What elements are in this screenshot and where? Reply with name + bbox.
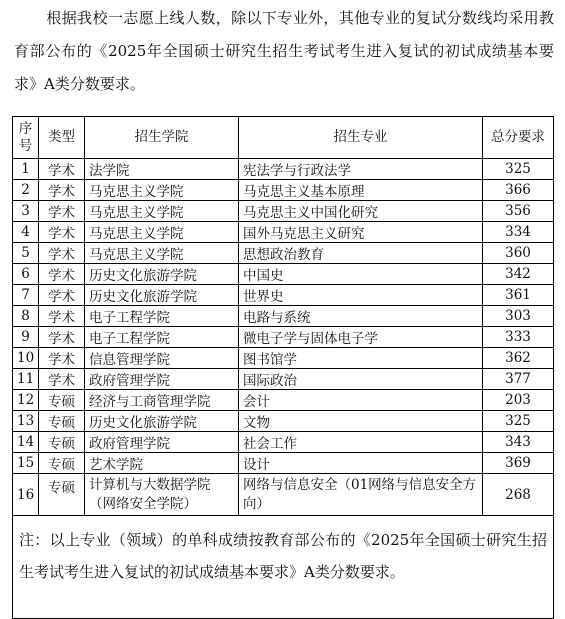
row-major: 思想政治教育 <box>239 243 483 264</box>
table-note: 注：以上专业（领域）的单科成绩按教育部公布的《2025年全国硕士研究生招生考试考生进入复试的初试成绩基本要求》A类分数要求。 <box>13 516 554 619</box>
row-type: 学术 <box>39 159 85 180</box>
header-num: 序号 <box>13 117 39 159</box>
row-type: 学术 <box>39 201 85 222</box>
table-row <box>13 222 554 243</box>
table-row <box>13 348 554 369</box>
row-major: 马克思主义中国化研究 <box>239 201 483 222</box>
row-score: 203 <box>483 390 554 411</box>
header-major: 招生专业 <box>239 117 483 159</box>
row-num: 4 <box>13 222 39 243</box>
row-num: 6 <box>13 264 39 285</box>
row-score: 369 <box>483 453 554 474</box>
row-college: 马克思主义学院 <box>85 222 239 243</box>
row-college: 信息管理学院 <box>85 348 239 369</box>
header-score: 总分要求 <box>483 117 554 159</box>
row-college: 历史文化旅游学院 <box>85 264 239 285</box>
row-num: 1 <box>13 159 39 180</box>
row-num: 5 <box>13 243 39 264</box>
row-major: 文物 <box>239 411 483 432</box>
table-row <box>13 411 554 432</box>
row-num: 11 <box>13 369 39 390</box>
row-num: 2 <box>13 180 39 201</box>
row-num: 12 <box>13 390 39 411</box>
row-major: 设计 <box>239 453 483 474</box>
row-college: 政府管理学院 <box>85 369 239 390</box>
row-score: 325 <box>483 159 554 180</box>
row-major: 中国史 <box>239 264 483 285</box>
row-college: 马克思主义学院 <box>85 243 239 264</box>
row-college: 马克思主义学院 <box>85 180 239 201</box>
table-row <box>13 243 554 264</box>
intro-paragraph <box>14 2 554 101</box>
table-header-row <box>13 117 554 159</box>
row-major: 会计 <box>239 390 483 411</box>
row-score: 361 <box>483 285 554 306</box>
row-major: 宪法学与行政法学 <box>239 159 483 180</box>
row-college: 经济与工商管理学院 <box>85 390 239 411</box>
row-type: 专硕 <box>39 453 85 474</box>
row-college: 电子工程学院 <box>85 306 239 327</box>
table-row <box>13 201 554 222</box>
row-score: 343 <box>483 432 554 453</box>
row-college: 艺术学院 <box>85 453 239 474</box>
row-num: 15 <box>13 453 39 474</box>
row-type: 学术 <box>39 369 85 390</box>
row-num: 9 <box>13 327 39 348</box>
row-type: 学术 <box>39 180 85 201</box>
row-num: 14 <box>13 432 39 453</box>
row-major: 图书馆学 <box>239 348 483 369</box>
row-college: 计算机与大数据学院（网络安全学院） <box>85 474 239 516</box>
row-major: 社会工作 <box>239 432 483 453</box>
row-college: 法学院 <box>85 159 239 180</box>
row-num: 10 <box>13 348 39 369</box>
row-college: 电子工程学院 <box>85 327 239 348</box>
row-num: 13 <box>13 411 39 432</box>
table-row <box>13 327 554 348</box>
row-type: 学术 <box>39 285 85 306</box>
row-num: 3 <box>13 201 39 222</box>
row-college: 马克思主义学院 <box>85 201 239 222</box>
table-row <box>13 432 554 453</box>
header-type: 类型 <box>39 117 85 159</box>
row-num: 16 <box>13 474 39 516</box>
table-row <box>13 159 554 180</box>
table-row <box>13 264 554 285</box>
row-major: 微电子学与固体电子学 <box>239 327 483 348</box>
row-score: 333 <box>483 327 554 348</box>
row-major: 马克思主义基本原理 <box>239 180 483 201</box>
row-num: 7 <box>13 285 39 306</box>
row-type: 学术 <box>39 243 85 264</box>
row-score: 356 <box>483 201 554 222</box>
row-major: 电路与系统 <box>239 306 483 327</box>
row-score: 366 <box>483 180 554 201</box>
row-type: 学术 <box>39 222 85 243</box>
row-type: 学术 <box>39 306 85 327</box>
row-major: 国外马克思主义研究 <box>239 222 483 243</box>
table-row <box>13 180 554 201</box>
row-score: 268 <box>483 474 554 516</box>
row-score: 362 <box>483 348 554 369</box>
intro-text: 根据我校一志愿上线人数，除以下专业外，其他专业的复试分数线均采用教育部公布的《2025年全国硕士研究生招生考试考生进入复试的初试成绩基本要求》A类分数要求。 <box>14 9 554 93</box>
row-college: 政府管理学院 <box>85 432 239 453</box>
row-score: 303 <box>483 306 554 327</box>
table-row <box>13 285 554 306</box>
row-type: 专硕 <box>39 411 85 432</box>
table-row <box>13 306 554 327</box>
row-num: 8 <box>13 306 39 327</box>
row-type: 学术 <box>39 348 85 369</box>
table-row <box>13 369 554 390</box>
row-type: 专硕 <box>39 474 85 516</box>
row-score: 334 <box>483 222 554 243</box>
table-row <box>13 453 554 474</box>
row-major: 网络与信息安全（01网络与信息安全方向） <box>239 474 483 516</box>
row-major: 世界史 <box>239 285 483 306</box>
row-type: 学术 <box>39 327 85 348</box>
table-row <box>13 390 554 411</box>
table-row <box>13 474 554 516</box>
cutoff-score-table <box>12 116 554 619</box>
row-score: 377 <box>483 369 554 390</box>
row-college: 历史文化旅游学院 <box>85 285 239 306</box>
row-type: 学术 <box>39 264 85 285</box>
row-major: 国际政治 <box>239 369 483 390</box>
header-college: 招生学院 <box>85 117 239 159</box>
row-college: 历史文化旅游学院 <box>85 411 239 432</box>
row-score: 325 <box>483 411 554 432</box>
table-note-row <box>13 516 554 619</box>
row-score: 360 <box>483 243 554 264</box>
row-score: 342 <box>483 264 554 285</box>
row-type: 专硕 <box>39 390 85 411</box>
row-type: 专硕 <box>39 432 85 453</box>
